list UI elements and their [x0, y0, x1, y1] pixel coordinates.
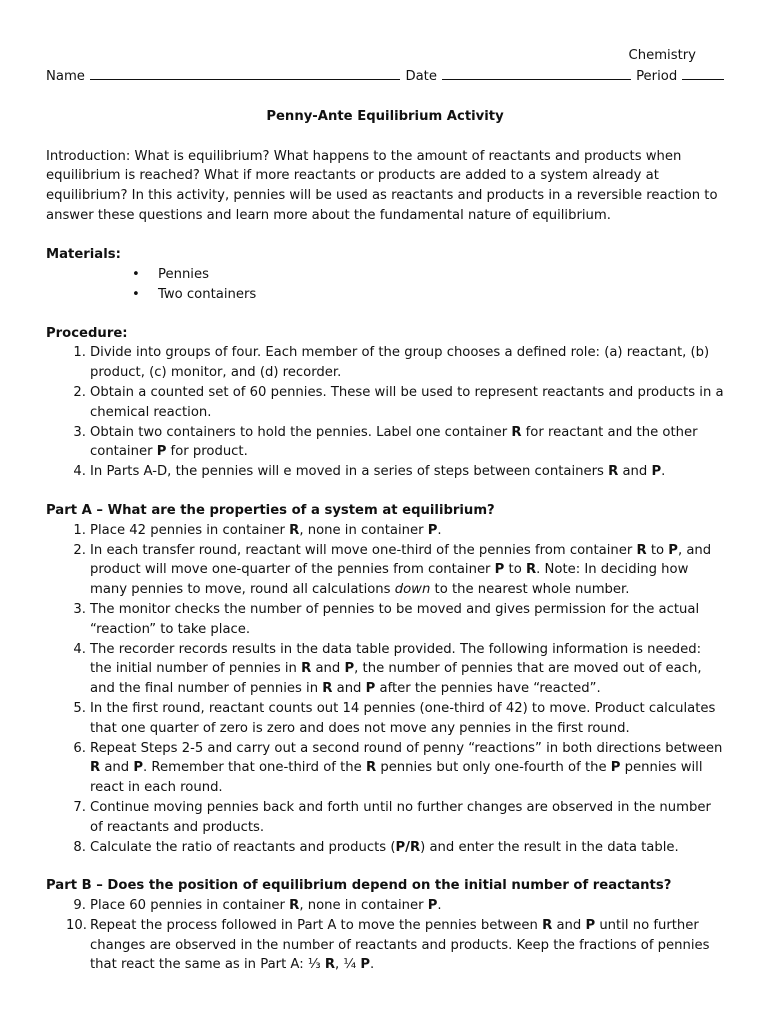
step-text: In Parts A-D, the pennies will e moved in a series of steps between containers R and P. [90, 464, 666, 480]
procedure-heading: Procedure: [46, 325, 128, 341]
step-number: 2. [73, 384, 86, 400]
materials-item: • Two containers [132, 285, 724, 306]
step-text: Repeat the process followed in Part A to move the pennies between R and P until no further changes are observed in the number of reactants and products. Keep the fractions of pennies that react the same as in Part A: ⅓ R, ¼ P. [90, 917, 710, 973]
part-a-heading: Part A – What are the properties of a system at equilibrium? [46, 502, 495, 518]
procedure-step [73, 423, 724, 463]
step-number: 1. [73, 522, 86, 538]
name-blank [90, 66, 401, 80]
part-b-list [46, 896, 724, 975]
step-text: Continue moving pennies back and forth until no further changes are observed in the number of reactants and products. [90, 799, 711, 835]
step-text: Obtain two containers to hold the pennies. Label one container R for reactant and the other container P for product. [90, 424, 698, 460]
course-label: Chemistry [628, 48, 696, 63]
page-title: Penny-Ante Equilibrium Activity [266, 108, 504, 124]
step-number: 6. [73, 740, 86, 756]
step-text: Obtain a counted set of 60 pennies. These will be used to represent reactants and products in a chemical reaction. [90, 384, 724, 420]
procedure-step [73, 462, 724, 482]
part-a-step [73, 798, 724, 838]
date-label: Date [405, 69, 437, 84]
step-text: Divide into groups of four. Each member of the group chooses a defined role: (a) reactant, (b) product, (c) monitor, and (d) recorder. [90, 345, 710, 381]
step-number: 3. [73, 601, 86, 617]
step-text: In the first round, reactant counts out 14 pennies (one-third of 42) to move. Product calculates that one quarter of zero is zero and does not move any pennies in the first round. [90, 700, 716, 736]
step-text: Repeat Steps 2-5 and carry out a second round of penny “reactions” in both directions between R and P. Remember that one-third of the R pennies but only one-fourth of the P pennies will react in each round. [90, 740, 723, 796]
procedure-step [73, 383, 724, 423]
step-number: 2. [73, 542, 86, 558]
part-b-step [66, 916, 724, 975]
step-text: Place 42 pennies in container R, none in container P. [90, 522, 442, 538]
materials-heading: Materials: [46, 246, 121, 262]
part-a-step [73, 640, 724, 699]
step-text: In each transfer round, reactant will move one-third of the pennies from container R to P, and product will move one-quarter of the pennies from container P to R. Note: In deciding how many pennies to move, round all calculations down to the nearest whole number. [90, 542, 712, 598]
step-text: The monitor checks the number of pennies to be moved and gives permission for the actual “reaction” to take place. [90, 601, 700, 637]
step-text: Calculate the ratio of reactants and products (P/R) and enter the result in the data table. [90, 839, 679, 855]
step-number: 3. [73, 424, 86, 440]
materials-item: • Pennies [132, 265, 724, 286]
step-text: The recorder records results in the data table provided. The following information is needed: the initial number of pennies in R and P, the number of pennies that are moved out of each, and the final number of pennies in R and P after the pennies have “reacted”. [90, 641, 702, 697]
part-a-step [73, 600, 724, 640]
name-label: Name [46, 69, 85, 84]
period-blank [682, 66, 724, 80]
part-a-list [46, 521, 724, 858]
part-a-step [73, 699, 724, 739]
procedure-step [73, 343, 724, 383]
part-a-step [73, 541, 724, 600]
part-b-heading: Part B – Does the position of equilibrium depend on the initial number of reactants? [46, 878, 672, 894]
part-a-step [73, 521, 724, 541]
step-number: 1. [73, 345, 86, 361]
step-number: 8. [73, 839, 86, 855]
part-a-step [73, 739, 724, 798]
header-fields [46, 66, 724, 87]
step-number: 7. [73, 799, 86, 815]
materials-list [46, 265, 724, 306]
step-number: 4. [73, 464, 86, 480]
step-number: 5. [73, 700, 86, 716]
step-text: Place 60 pennies in container R, none in container P. [90, 898, 442, 914]
step-number: 4. [73, 641, 86, 657]
date-blank [442, 66, 631, 80]
part-b-step [73, 896, 724, 916]
step-number: 10. [66, 917, 87, 933]
procedure-list [46, 343, 724, 482]
period-label: Period [636, 69, 678, 84]
step-number: 9. [73, 898, 86, 914]
introduction-paragraph: Introduction: What is equilibrium? What happens to the amount of reactants and products when equilibrium is reached? What if more reactants or products are added to a system already at equilibrium? In this activity, pennies will be used as reactants and products in a reversible reaction to answer these questions and learn more about the fundamental nature of equilibrium. [46, 148, 718, 223]
worksheet-page [46, 46, 724, 975]
part-a-step [73, 838, 724, 858]
